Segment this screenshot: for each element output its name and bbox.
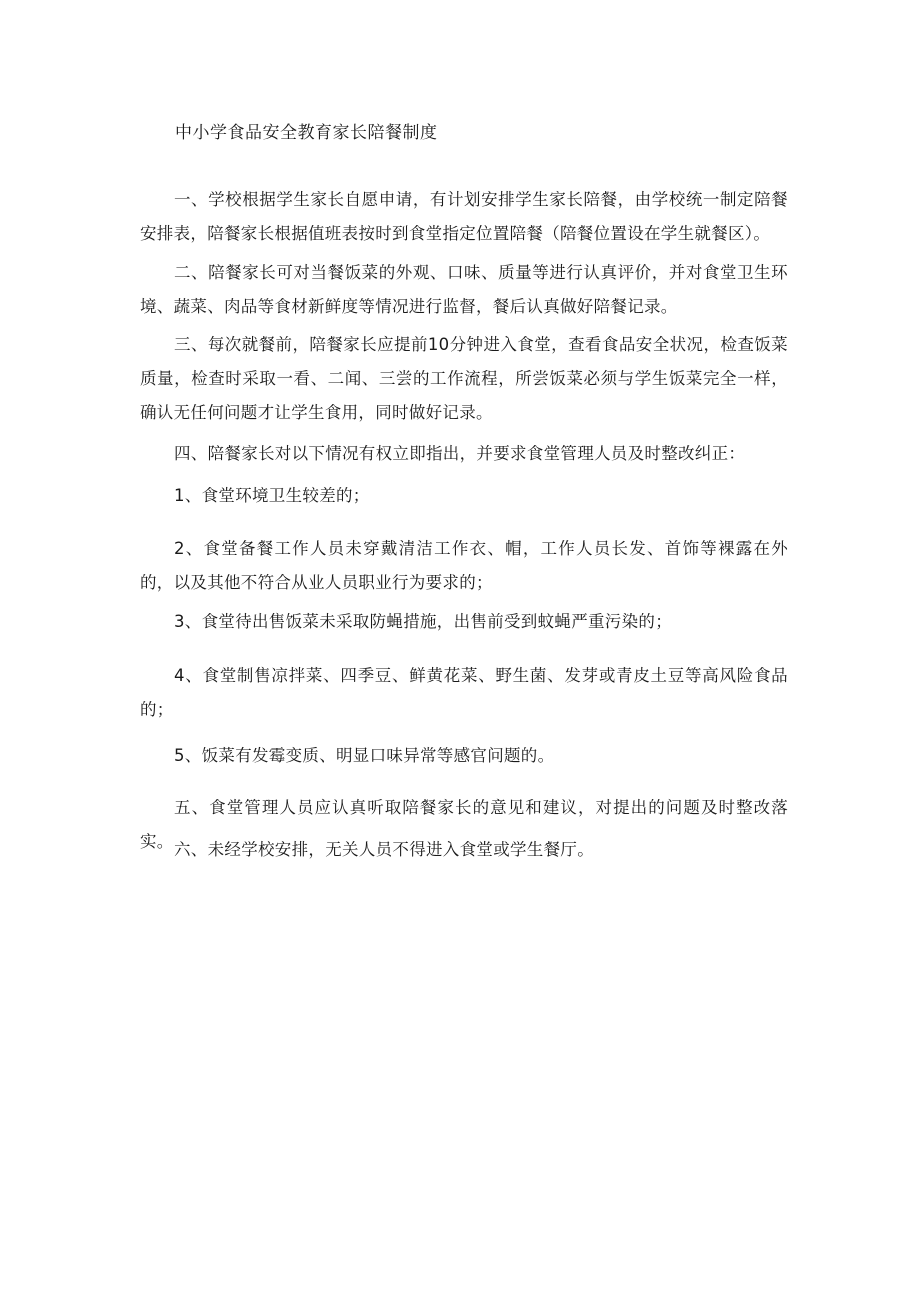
list-item-4: 4、食堂制售凉拌菜、四季豆、鲜黄花菜、野生菌、发芽或青皮土豆等高风险食品的； xyxy=(140,666,788,719)
paragraph-1: 一、学校根据学生家长自愿申请，有计划安排学生家长陪餐，由学校统一制定陪餐安排表，陪餐家长根据值班表按时到食堂指定位置陪餐（陪餐位置设在学生就餐区）。 xyxy=(140,190,788,243)
paragraph-5: 五、食堂管理人员应认真听取陪餐家长的意见和建议，对提出的问题及时整改落实。 xyxy=(140,798,788,851)
list-item-3: 3、食堂待出售饭菜未采取防蝇措施，出售前受到蚊蝇严重污染的； xyxy=(174,612,672,631)
paragraph-2: 二、陪餐家长可对当餐饭菜的外观、口味、质量等进行认真评价，并对食堂卫生环境、蔬菜、肉品等食材新鲜度等情况进行监督，餐后认真做好陪餐记录。 xyxy=(140,263,788,316)
list-item-1: 1、食堂环境卫生较差的； xyxy=(174,486,370,505)
document-title: 中小学食品安全教育家长陪餐制度 xyxy=(175,123,438,143)
list-item-5: 5、饭菜有发霉变质、明显口味异常等感官问题的。 xyxy=(174,746,555,765)
list-item-2: 2、食堂备餐工作人员未穿戴清洁工作衣、帽，工作人员长发、首饰等裸露在外的，以及其他不符合从业人员职业行为要求的； xyxy=(140,539,788,592)
paragraph-4: 四、陪餐家长对以下情况有权立即指出，并要求食堂管理人员及时整改纠正： xyxy=(174,444,746,463)
paragraph-3: 三、每次就餐前，陪餐家长应提前10分钟进入食堂，查看食品安全状况，检查饭菜质量，检查时采取一看、二闻、三尝的工作流程，所尝饭菜必须与学生饭菜完全一样，确认无任何问题才让学生食用，同时做好记录。 xyxy=(140,335,788,422)
paragraph-6: 六、未经学校安排，无关人员不得进入食堂或学生餐厅。 xyxy=(174,840,594,859)
